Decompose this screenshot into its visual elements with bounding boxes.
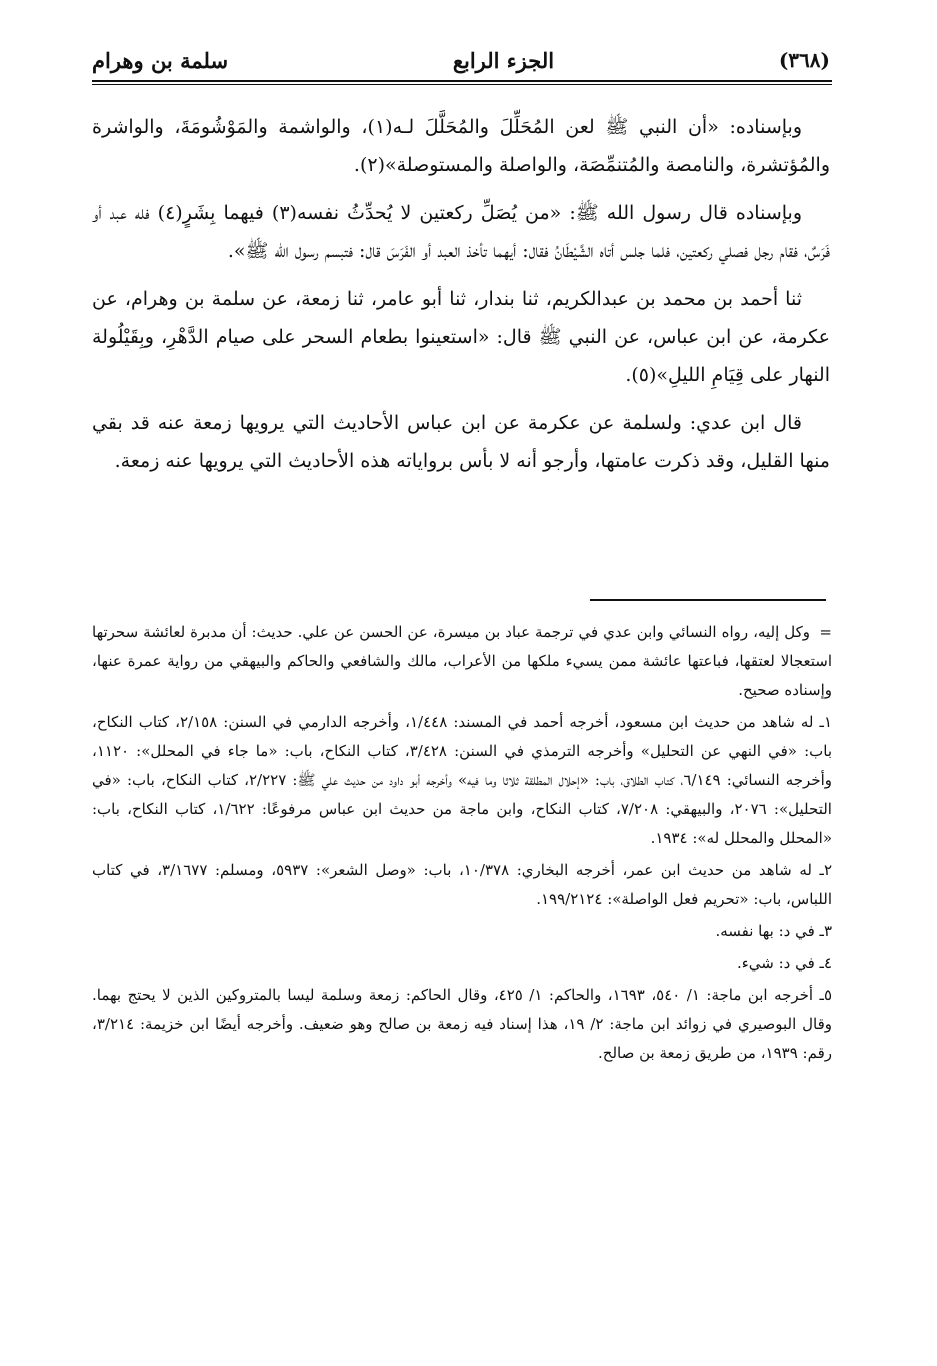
page-number: (٣٦٨) [778, 48, 830, 72]
header-divider [92, 80, 832, 85]
footnote: ٤ـ في د: شيء. [736, 954, 832, 972]
footnote: ٣ـ في د: بها نفسه. [715, 922, 832, 940]
volume-title: الجزء الرابع [452, 47, 555, 73]
main-text [92, 108, 830, 490]
page-header [92, 40, 830, 80]
continuation-mark: = [819, 623, 832, 641]
footnotes [92, 618, 832, 1071]
footnote: ١ـ له شاهد من حديث ابن مسعود، أخرجه أحمد في المسند: ١/٤٤٨، وأخرجه الدارمي في السنن: ٢/١٥٨، كتاب النكاح، باب: «في النهي عن التحليل» وأخرجه الترمذي في السنن: ٣/٤٢٨، كتاب النكاح، باب: «ما جاء في المحلل»: ١١٢٠، وأخرجه النسائي: ٦/١٤٩، كتاب الطلاق، باب: «إحلال المطلقة ثلاثا وما فيه» وأخرجه أبو داود من حديث علي ﷺ: ٢/٢٢٧، كتاب النكاح، باب: «في التحليل»: ٢٠٧٦، والبيهقي: ٧/٢٠٨، كتاب النكاح، وابن ماجة من حديث ابن عباس مرفوعًا: ١/٦٢٢، كتاب النكاح، باب: «المحلل والمحلل له»: ١٩٣٤. [92, 713, 833, 847]
footnote: ٥ـ أخرجه ابن ماجة: ١/ ٥٤٠، ١٦٩٣، والحاكم: ١/ ٤٢٥، وقال الحاكم: زمعة وسلمة ليسا بالمتروكين الذين لا يحتج بهما. وقال البوصيري في زوائد ابن ماجة: ٢/ ١٩، هذا إسناد فيه زمعة بن صالح وهو ضعيف. وأخرجه أيضًا ابن خزيمة: ٣/٢١٤، رقم: ١٩٣٩، من طريق زمعة بن صالح. [92, 986, 833, 1062]
footnote: ٢ـ له شاهد من حديث ابن عمر، أخرجه البخاري: ١٠/٣٧٨، باب: «وصل الشعر»: ٥٩٣٧، ومسلم: ٣/١٦٧٧، في كتاب اللباس، باب: «تحريم فعل الواصلة»: ١٩٩/٢١٢٤. [92, 861, 832, 908]
footnote-text: وكل إليه، رواه النسائي وابن عدي في ترجمة عباد بن ميسرة، عن الحسن عن علي. حديث: أن مدبرة لعائشة سحرتها استعجالا لعتقها، فباعتها عائشة ممن يسيء ملكها من الأعراب، مالك والشافعي والحاكم والبيهقي من رواية عمرة عنها، وإسناده صحيح. [92, 623, 832, 699]
paragraph: ثنا أحمد بن محمد بن عبدالكريم، ثنا بندار، ثنا أبو عامر، ثنا زمعة، عن سلمة بن وهرام، عن عكرمة، عن ابن عباس، عن النبي ﷺ قال: «استعينوا بطعام السحر على صيام الدَّهْرِ، وبِقَيْلُولة النهار على قِيَامِ الليلِ»(٥). [92, 288, 830, 386]
running-title: سلمة بن وهرام [92, 47, 229, 73]
footnote-continuation [92, 618, 832, 705]
paragraph: وبإسناده: «أن النبي ﷺ لعن المُحَلِّلَ والمُحَلَّلَ لـه(١)، والواشمة والمَوْشُومَةَ، والواشرة والمُؤتشرة، والنامصة والمُتنمِّصَة، والواصلة والمستوصلة»(٢). [92, 116, 830, 176]
footnote-divider [590, 599, 826, 601]
paragraph: قال ابن عدي: ولسلمة عن عكرمة عن ابن عباس الأحاديث التي يرويها زمعة عنه قد بقي منها القليل، وقد ذكرت عامتها، وأرجو أنه لا بأس برواياته هذه الأحاديث التي يرويها عنه زمعة. [92, 412, 830, 472]
paragraph: وبإسناده قال رسول الله ﷺ: «من يُصَلِّ ركعتين لا يُحدِّثُ نفسه(٣) فيهما بِشَرٍ(٤) فله عبد أو فَرَسٌ، فقام رجل فصلي ركعتين، فلما جلس أتاه الشَّيْطَانُ فقال: أيهما تأخذ العبد أو الفَرَسَ قال: فتبسم رسول الله ﷺ». [92, 202, 830, 262]
